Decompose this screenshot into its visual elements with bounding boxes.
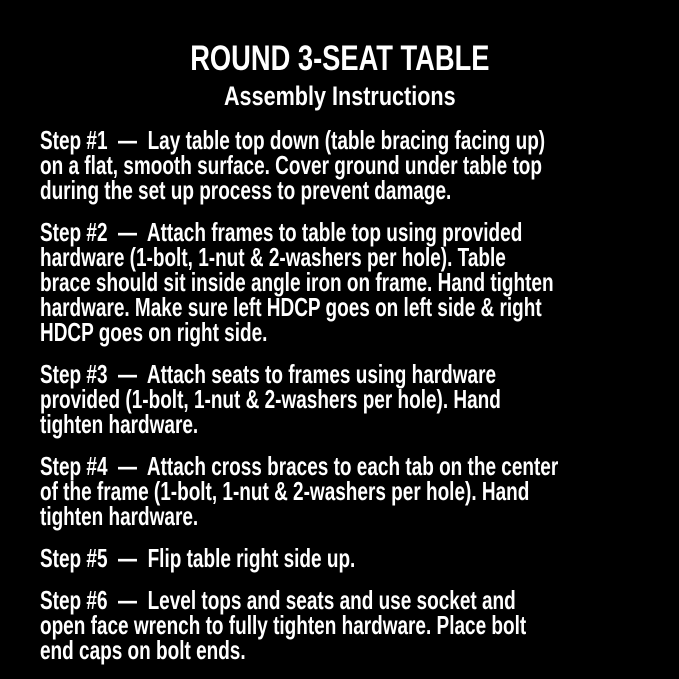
step-5-instruction [40,543,679,573]
step-1-line: on a flat, smooth surface. Cover ground under table top [40,150,542,180]
step-6-line: open face wrench to fully tighten hardware. Place bolt [40,610,527,640]
step-4-line: Step #4 — Attach cross braces to each tab on the center [40,451,559,481]
steps-list [40,125,679,665]
step-2-line: HDCP goes on right side. [40,317,268,347]
step-4-line: of the frame (1-bolt, 1-nut & 2-washers per hole). Hand [40,476,530,506]
step-1-line: during the set up process to prevent damage. [40,175,452,205]
poster-header [0,0,679,110]
step-2-line: hardware (1-bolt, 1-nut & 2-washers per hole). Table [40,242,506,272]
step-6-instruction [40,585,679,665]
step-2-line: brace should sit inside angle iron on frame. Hand tighten [40,267,554,297]
step-2-instruction [40,217,679,347]
page-subtitle-text: Assembly Instructions [223,81,456,111]
page-subtitle [0,83,679,110]
page-title-text: ROUND 3-SEAT TABLE [189,39,490,78]
step-1-line: Step #1 — Lay table top down (table bracing facing up) [40,125,546,155]
step-3-line: tighten hardware. [40,409,199,439]
step-3-instruction [40,359,679,439]
step-3-line: Step #3 — Attach seats to frames using hardware [40,359,497,389]
step-4-line: tighten hardware. [40,501,199,531]
page-title [0,39,679,78]
step-6-line: Step #6 — Level tops and seats and use socket and [40,585,516,615]
step-6-line: end caps on bolt ends. [40,635,246,665]
step-5-line: Step #5 — Flip table right side up. [40,543,356,573]
step-2-line: Step #2 — Attach frames to table top using provided [40,217,523,247]
step-4-instruction [40,451,679,531]
step-2-line: hardware. Make sure left HDCP goes on left side & right [40,292,542,322]
step-3-line: provided (1-bolt, 1-nut & 2-washers per hole). Hand [40,384,501,414]
step-1-instruction [40,125,679,205]
